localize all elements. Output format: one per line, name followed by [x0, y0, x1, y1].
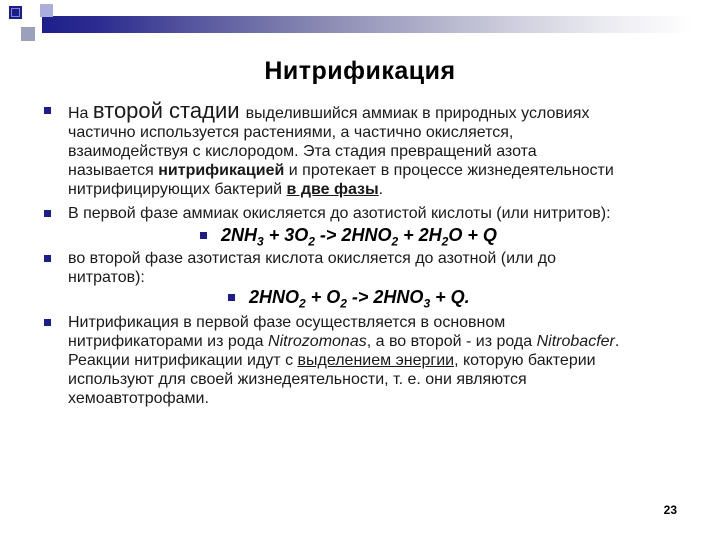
header-gradient-bar — [42, 16, 720, 33]
formula-part: + Q. — [430, 287, 470, 307]
bullet-paragraph-first-phase — [44, 204, 636, 223]
text-segment: На — [68, 105, 93, 122]
formula-subscript: 2 — [299, 296, 306, 311]
slide-title: Нитрификация — [264, 57, 456, 85]
text-segment-bold-underline: в две фазы — [286, 181, 379, 198]
bullet-paragraph-stage-two — [44, 98, 636, 199]
text-segment: . Реакции нитрификации идут с — [68, 333, 620, 369]
bullet-square-icon — [44, 255, 51, 262]
formula-subscript: 2 — [441, 234, 449, 249]
deco-gray-square-icon — [21, 27, 35, 41]
page-number: 23 — [663, 503, 677, 517]
text-segment-large: второй стадии — [92, 98, 246, 123]
bullet-square-icon — [228, 294, 235, 301]
text-segment: , а во второй - из рода — [366, 333, 537, 350]
text-segment-underline: выделением энергии — [297, 352, 455, 369]
bullet-square-icon — [44, 107, 51, 114]
paragraph-text: В первой фазе аммиак окисляется до азотистой кислоты (или нитритов): — [68, 205, 611, 222]
bullet-square-icon — [44, 319, 51, 326]
equation-first-phase — [44, 225, 636, 249]
formula-part: -> 2HNO — [346, 287, 424, 307]
text-segment-bold: нитрификацией — [158, 162, 285, 179]
text-segment: выделившийся аммиак в природных условиях частично используется растениями, а частично окисляется, взаимодействуя с кислородом. Эта стадия превращений азота называется — [68, 105, 590, 179]
paragraph-text — [68, 98, 624, 199]
paragraph-text: во второй фазе азотистая кислота окисляется до азотной (или до нитратов): — [68, 250, 556, 286]
formula-subscript: 2 — [391, 234, 399, 249]
slide-body — [44, 98, 636, 408]
formula-subscript: 3 — [423, 296, 431, 311]
equation-second-phase — [44, 287, 636, 311]
formula-part: + O — [305, 287, 341, 307]
formula-part: 2NH — [221, 225, 258, 245]
deco-navy-square-icon — [9, 6, 22, 19]
text-segment-italic: Nitrozomonas — [268, 333, 367, 350]
deco-navy-square-inner-border — [11, 8, 20, 17]
equation-text — [221, 225, 497, 249]
text-segment: Нитрификация в первой фазе осуществляется в основном нитрификаторами из рода — [68, 314, 506, 350]
equation-text — [249, 287, 470, 311]
deco-lilac-square-icon — [40, 4, 53, 17]
text-segment: и протекает в процессе жизнедеятельности нитрифицирующих бактерий — [68, 162, 614, 198]
text-segment-italic: Nitrobacfer — [536, 333, 615, 350]
text-segment: , которую бактерии используют для своей жизнедеятельности, т. е. они являются хемоавтотрофами. — [68, 352, 596, 407]
formula-subscript: 3 — [257, 234, 264, 249]
bullet-paragraph-second-phase — [44, 249, 636, 287]
bullet-paragraph-bacteria — [44, 313, 636, 408]
formula-part: -> 2HNO — [314, 225, 392, 245]
formula-subscript: 2 — [308, 234, 315, 249]
paragraph-text — [68, 313, 624, 408]
formula-subscript: 2 — [340, 296, 347, 311]
text-segment: . — [378, 181, 384, 198]
formula-part: O + Q — [448, 225, 497, 245]
formula-part: 2HNO — [249, 287, 300, 307]
formula-part: + 2H — [398, 225, 442, 245]
bullet-square-icon — [44, 210, 51, 217]
formula-part: + 3O — [263, 225, 309, 245]
bullet-square-icon — [200, 232, 207, 239]
